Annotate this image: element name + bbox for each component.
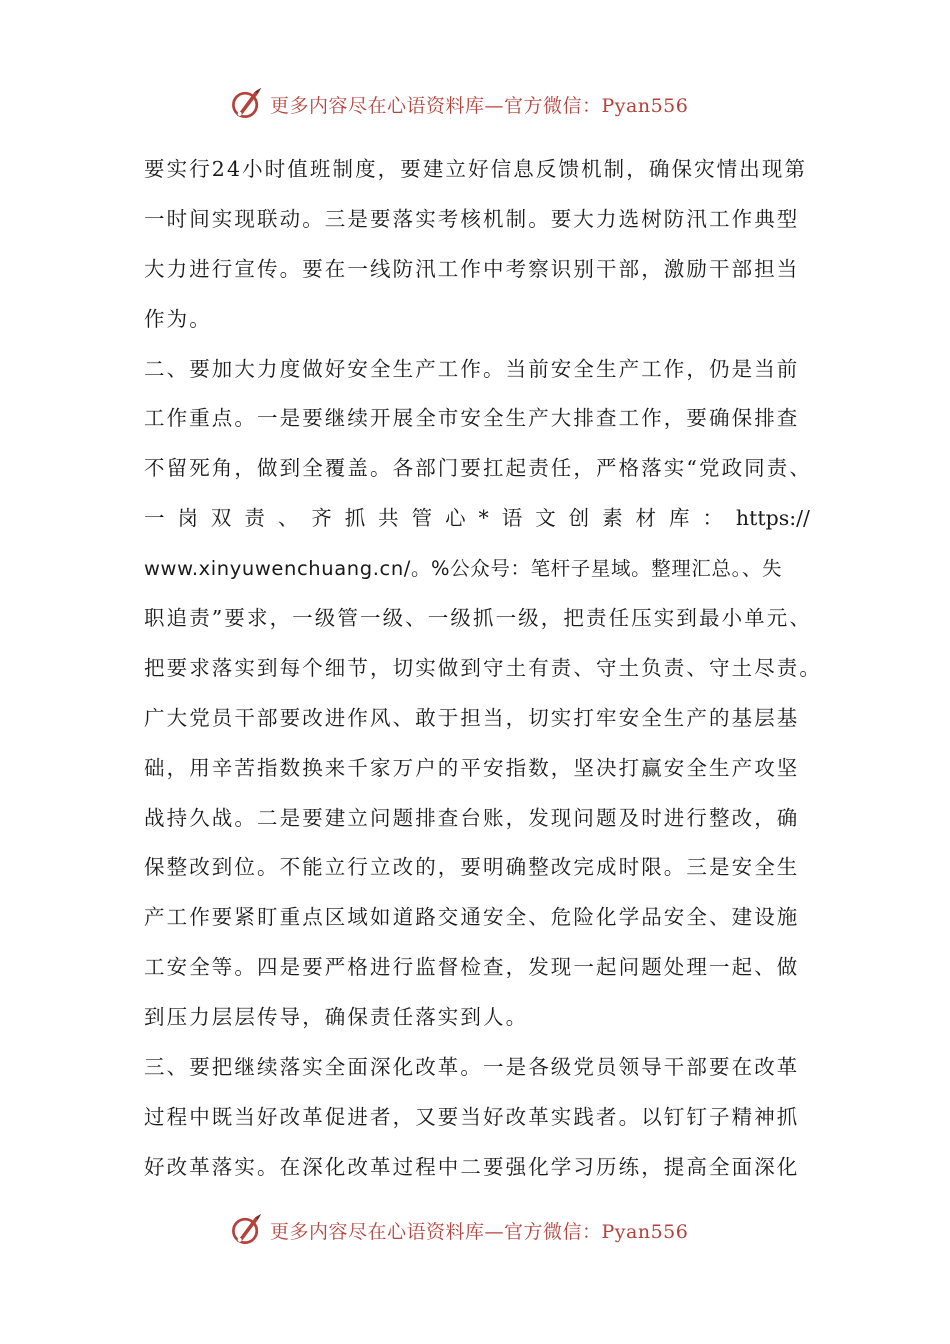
- char: 素: [602, 506, 623, 531]
- char: 岗: [177, 506, 198, 531]
- text-line: www.xinyuwenchuang.cn/。%公众号：笔杆子星域。整理汇总。、失: [144, 557, 783, 581]
- text-line: 产工作要紧盯重点区域如道路交通安全、危险化学品安全、建设施: [144, 905, 800, 930]
- quill-pen-logo-icon: [228, 86, 264, 122]
- text-line: 到压力层层传导，确保责任落实到人。: [144, 1005, 529, 1030]
- text-line: 工安全等。四是要严格进行监督检查，发现一起问题处理一起、做: [144, 955, 800, 980]
- text-line: 保整改到位。不能立行立改的，要明确整改完成时限。三是安全生: [144, 855, 800, 880]
- document-body: [144, 145, 822, 1193]
- char: 库: [669, 506, 690, 531]
- quill-pen-logo-icon: [228, 1212, 264, 1248]
- char: 责: [244, 506, 265, 531]
- text-line: 作为。: [144, 306, 212, 331]
- text-line-justified: [144, 494, 810, 544]
- text-line: 职追责”要求，一级管一级、一级抓一级，把责任压实到最小单元、: [144, 606, 812, 631]
- char: 共: [378, 506, 399, 531]
- text-line: 一时间实现联动。三是要落实考核机制。要大力选树防汛工作典型: [144, 206, 800, 231]
- char: 文: [535, 506, 556, 531]
- char: 语: [501, 506, 523, 531]
- header-banner: [228, 82, 688, 126]
- text-line: 大力进行宣传。要在一线防汛工作中考察识别干部，激励干部担当: [144, 256, 800, 281]
- text-line: 三、要把继续落实全面深化改革。一是各级党员领导干部要在改革: [144, 1055, 800, 1080]
- text-line: 础，用辛苦指数换来千家万户的平安指数，坚决打赢安全生产攻坚: [144, 755, 800, 780]
- text-line: 过程中既当好改革促进者，又要当好改革实践者。以钉钉子精神抓: [144, 1104, 800, 1129]
- text-line: 工作重点。一是要继续开展全市安全生产大排查工作，要确保排查: [144, 406, 800, 431]
- footer-banner: [228, 1208, 688, 1252]
- text-line: 好改革落实。在深化改革过程中二要强化学习历练，提高全面深化: [144, 1154, 800, 1179]
- char: ：: [702, 506, 723, 531]
- char: 抓: [344, 506, 366, 531]
- char: 齐: [311, 506, 332, 531]
- banner-text: 更多内容尽在心语资料库—官方微信：Pyan556: [270, 1220, 689, 1243]
- char: 创: [568, 506, 590, 531]
- text-line: 要实行24小时值班制度，要建立好信息反馈机制，确保灾情出现第: [144, 157, 808, 181]
- text-line: 广大党员干部要改进作风、敢于担当，切实打牢安全生产的基层基: [144, 705, 800, 730]
- char: 双: [210, 506, 232, 531]
- text-line: 不留死角，做到全覆盖。各部门要扛起责任，严格落实“党政同责、: [144, 456, 812, 481]
- banner-text: 更多内容尽在心语资料库—官方微信：Pyan556: [270, 94, 689, 117]
- text-line: 二、要加大力度做好安全生产工作。当前安全生产工作，仍是当前: [144, 356, 800, 381]
- text-line: 把要求落实到每个细节，切实做到守土有责、守土负责、守土尽责。: [144, 655, 822, 680]
- char: 一: [144, 506, 165, 531]
- text-line: 战持久战。二是要建立问题排查台账，发现问题及时进行整改，确: [144, 805, 800, 830]
- char: 材: [635, 506, 657, 531]
- char: 心: [445, 506, 466, 531]
- char: 、: [277, 506, 299, 531]
- char: *: [478, 506, 489, 531]
- char: 管: [411, 506, 433, 531]
- url-fragment: https://: [735, 506, 810, 531]
